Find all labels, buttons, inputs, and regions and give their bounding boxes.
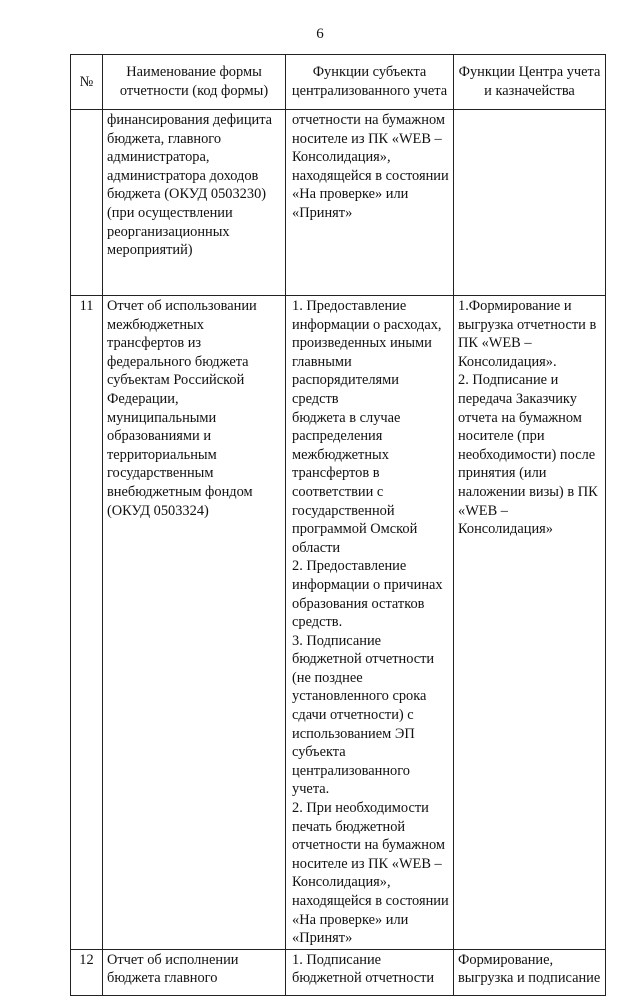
row-number-cell bbox=[71, 110, 103, 296]
subject-functions-cell: отчетности на бумажном носителе из ПК «WEB – Консолидация», находящейся в состоянии «На проверке» или «Принят» bbox=[286, 110, 454, 296]
form-name-cell: Отчет об исполнении бюджета главного bbox=[103, 949, 286, 995]
header-subject-functions: Функции субъекта централизованного учета bbox=[286, 55, 454, 110]
table-row-continuation bbox=[71, 110, 606, 296]
page-number: 6 bbox=[316, 26, 324, 42]
header-form-name: Наименование формы отчетности (код формы) bbox=[103, 55, 286, 110]
table-row-11 bbox=[71, 296, 606, 950]
form-name-cell: Отчет об использовании межбюджетных трансфертов из федерального бюджета субъектам Российской Федерации, муниципальными образованиями и территориальным государственным внебюджетным фондом (ОКУД 0503324) bbox=[103, 296, 286, 950]
row-number-cell: 11 bbox=[71, 296, 103, 950]
subject-functions-cell: 1. Предоставление информации о расходах, произведенных иными главными распорядителями средств бюджета в случае распределения межбюджетных трансфертов в соответствии с государственной программой Омской области 2. Предоставление информации о причинах образования остатков средств. 3. Подписание бюджетной отчетности (не позднее установленного срока сдачи отчетности) с использованием ЭП субъекта централизованного учета. 2. При необходимости печать бюджетной отчетности на бумажном носителе из ПК «WEB – Консолидация», находящейся в состоянии «На проверке» или «Принят» bbox=[286, 296, 454, 950]
header-number: № bbox=[71, 55, 103, 110]
row-number-cell: 12 bbox=[71, 949, 103, 995]
header-center-functions: Функции Центра учета и казначейства bbox=[454, 55, 606, 110]
center-functions-cell: Формирование, выгрузка и подписание bbox=[454, 949, 606, 995]
center-functions-cell bbox=[454, 110, 606, 296]
form-name-cell: финансирования дефицита бюджета, главного администратора, администратора доходов бюджета (ОКУД 0503230) (при осуществлении реорганизационных мероприятий) bbox=[103, 110, 286, 296]
table-header-row bbox=[71, 55, 606, 110]
subject-functions-cell: 1. Подписание бюджетной отчетности bbox=[286, 949, 454, 995]
functions-table bbox=[70, 54, 606, 996]
center-functions-cell: 1.Формирование и выгрузка отчетности в ПК «WEB – Консолидация». 2. Подписание и передача Заказчику отчета на бумажном носителе (при необходимости) после принятия (или наложении визы) в ПК «WEB – Консолидация» bbox=[454, 296, 606, 950]
table-row-12 bbox=[71, 949, 606, 995]
